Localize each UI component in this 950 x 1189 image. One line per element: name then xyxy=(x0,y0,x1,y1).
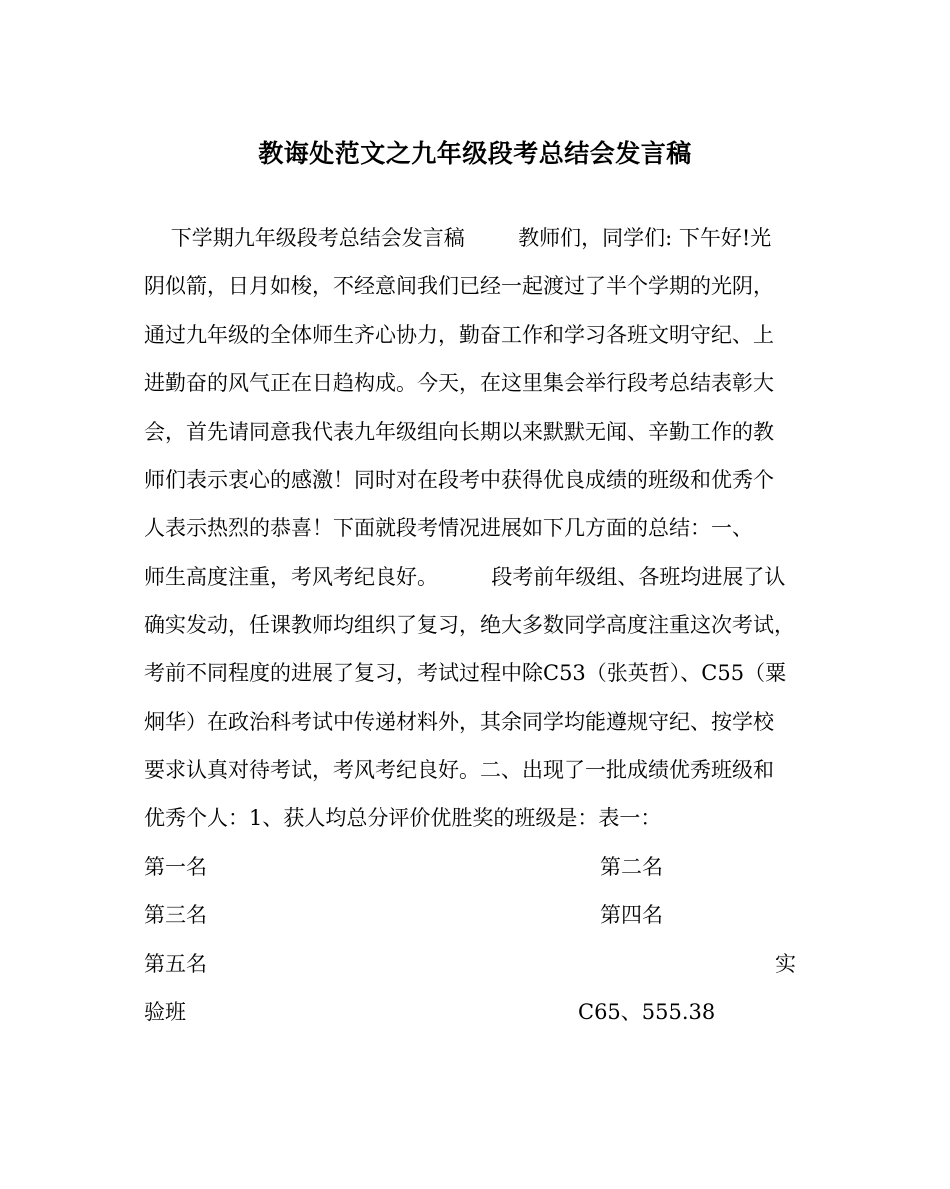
body-line: 通过九年级的全体师生齐心协力，勤奋工作和学习各班文明守纪、上 xyxy=(144,323,774,347)
body-line: 确实发动，任课教师均组织了复习，绝大多数同学高度注重这次考试， xyxy=(144,613,795,637)
rank-fifth-value-end: 验班 xyxy=(144,1000,186,1024)
rank-second-label: 第二名 xyxy=(600,855,663,879)
document-title: 教诲处范文之九年级段考总结会发言稿 xyxy=(258,139,692,168)
rank-fifth-label: 第五名 xyxy=(144,952,207,976)
body-line: 师生高度注重，考风考纪良好。 段考前年级组、各班均进展了认 xyxy=(144,565,786,589)
body-line: 阴似箭，日月如梭，不经意间我们已经一起渡过了半个学期的光阴， xyxy=(144,274,774,298)
body-line: 优秀个人：1、获人均总分评价优胜奖的班级是：表一： xyxy=(144,806,662,830)
body-line: 炯华）在政治科考试中传递材料外，其余同学均能遵规守纪、按学校 xyxy=(144,710,774,734)
rank-first-label: 第一名 xyxy=(144,855,207,879)
rank-fifth-score: C65、555.38 xyxy=(578,1000,716,1024)
body-line: 人表示热烈的恭喜！下面就段考情况进展如下几方面的总结：一、 xyxy=(144,516,753,540)
body-line: 考前不同程度的进展了复习，考试过程中除C53（张英哲）、C55（粟 xyxy=(144,661,787,685)
body-line: 会，首先请同意我代表九年级组向长期以来默默无闻、辛勤工作的教 xyxy=(144,420,774,444)
rank-fourth-label: 第四名 xyxy=(600,903,663,927)
rank-fifth-value-start: 实 xyxy=(775,952,796,976)
body-line: 要求认真对待考试，考风考纪良好。二、出现了一批成绩优秀班级和 xyxy=(144,758,774,782)
body-line: 师们表示衷心的感激！同时对在段考中获得优良成绩的班级和优秀个 xyxy=(144,468,774,492)
body-line: 进勤奋的风气正在日趋构成。今天，在这里集会举行段考总结表彰大 xyxy=(144,371,774,395)
body-line: 下学期九年级段考总结会发言稿 教师们，同学们: 下午好!光 xyxy=(144,226,772,250)
rank-third-label: 第三名 xyxy=(144,903,207,927)
